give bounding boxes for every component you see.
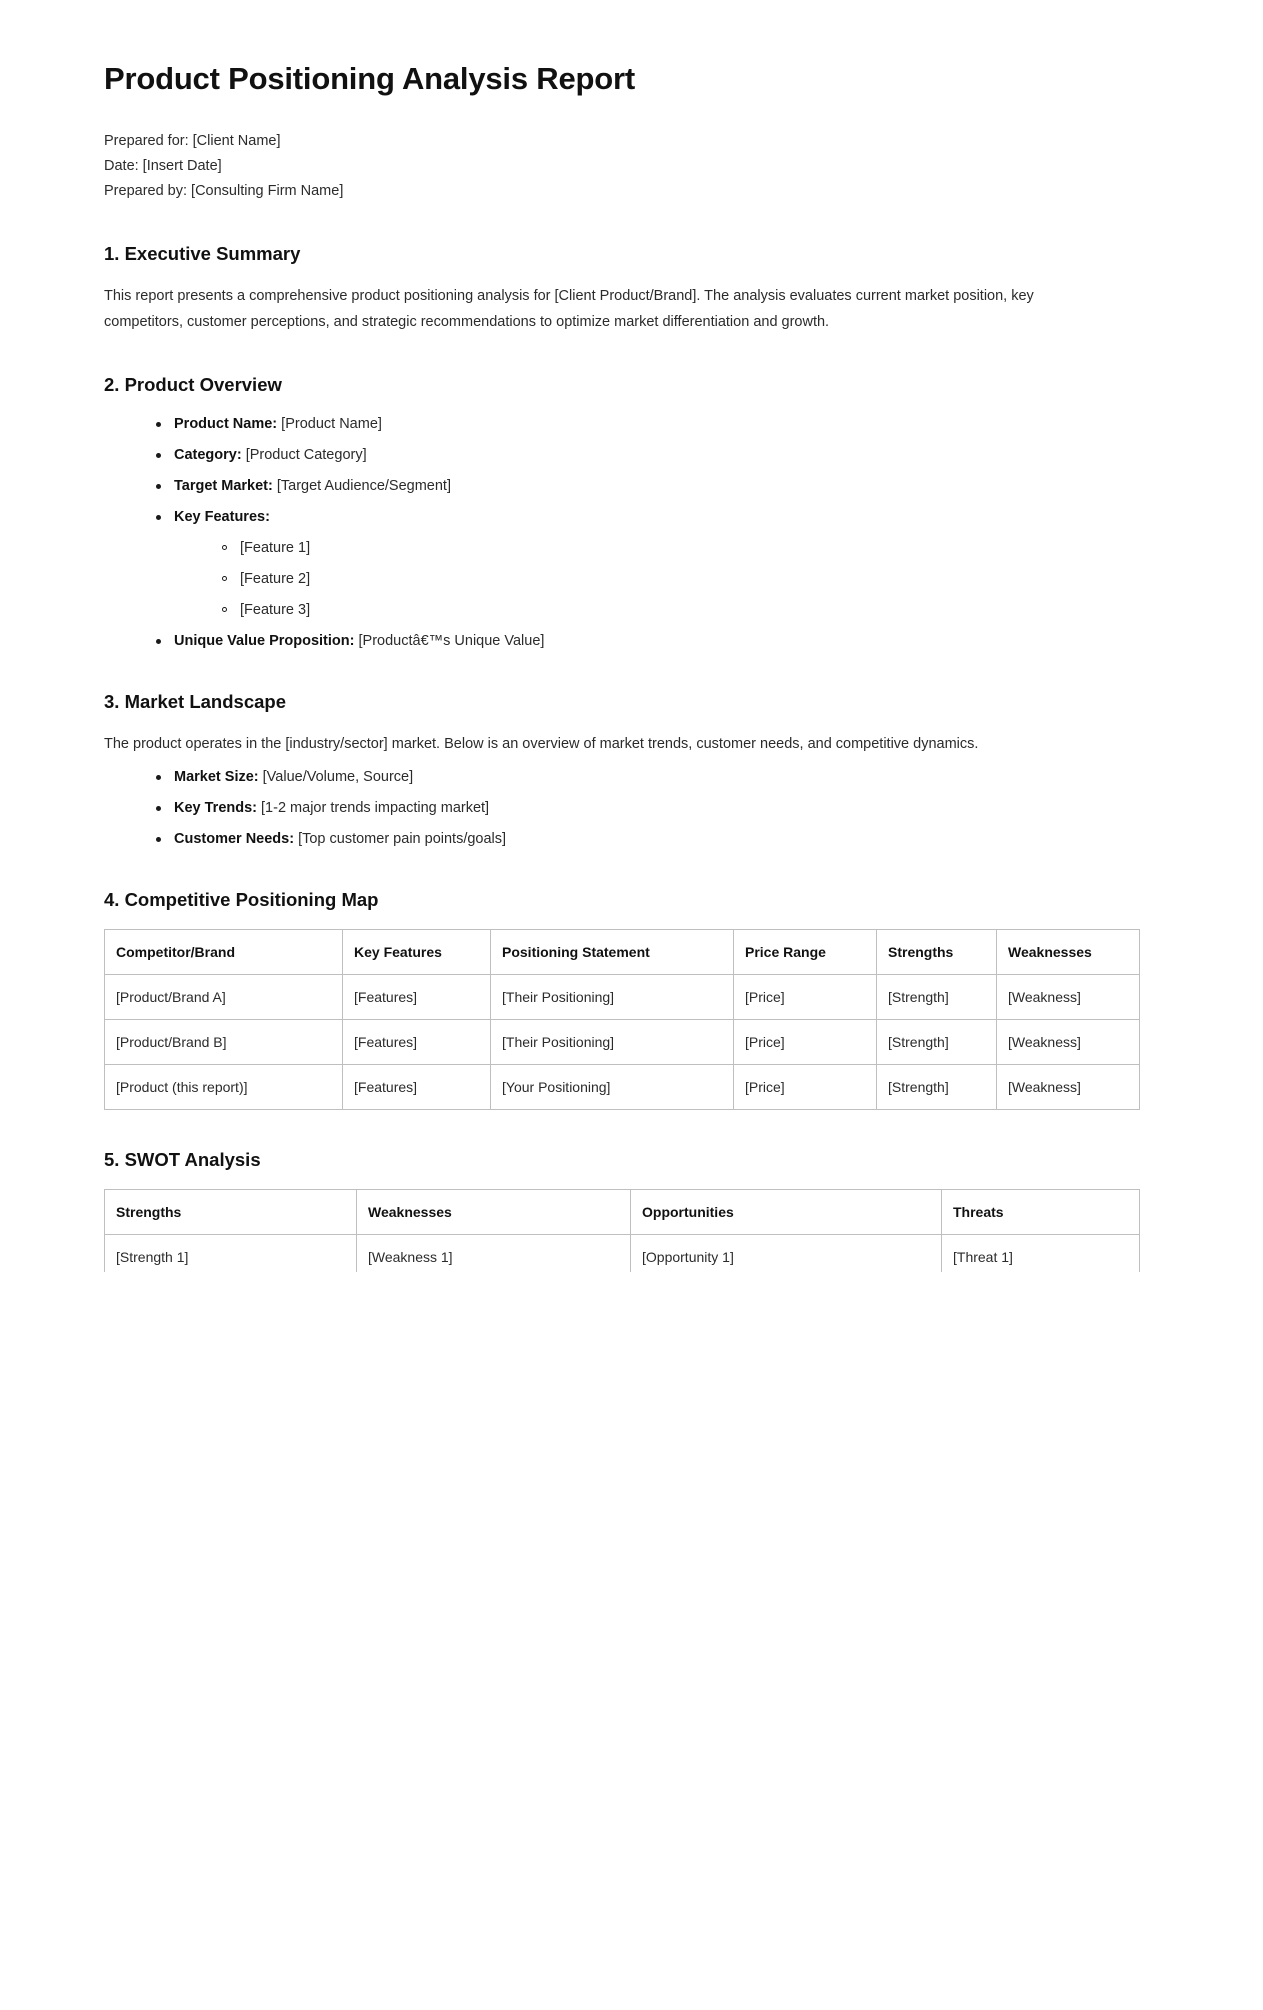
table-cell: [Product (this report)]	[105, 1064, 343, 1109]
page-blank-area	[0, 1272, 1263, 2010]
list-item-label: Unique Value Proposition:	[174, 632, 355, 649]
column-header: Positioning Statement	[491, 929, 734, 974]
list-item	[156, 798, 1159, 819]
list-item	[156, 445, 1159, 466]
list-item-label: Key Trends:	[174, 799, 257, 816]
list-item	[156, 767, 1159, 788]
list-item: [Feature 1]	[222, 538, 1159, 559]
table-cell: [Their Positioning]	[491, 1019, 734, 1064]
meta-prepared-for: Prepared for: [Client Name]	[104, 132, 281, 149]
list-item: [Feature 3]	[222, 600, 1159, 621]
product-overview-list	[104, 414, 1159, 652]
table-cell: [Strength]	[877, 974, 997, 1019]
list-item-label: Key Features:	[174, 508, 270, 525]
list-item-value: [Target Audience/Segment]	[276, 477, 451, 494]
table-cell: [Strength 1]	[105, 1234, 357, 1279]
list-item: [Feature 2]	[222, 569, 1159, 590]
column-header: Threats	[942, 1189, 1140, 1234]
table-row	[105, 1019, 1140, 1064]
list-item-label: Target Market:	[174, 477, 273, 494]
document-meta-block	[104, 129, 1159, 204]
list-item-label: Category:	[174, 446, 242, 463]
market-landscape-paragraph: The product operates in the [industry/sector] market. Below is an overview of market trends, customer needs, and competitive dynamics.	[104, 735, 979, 752]
section-heading-market-landscape: 3. Market Landscape	[104, 690, 286, 712]
table-header-row	[105, 929, 1140, 974]
table-cell: [Weakness 1]	[357, 1234, 631, 1279]
section-heading-swot-analysis: 5. SWOT Analysis	[104, 1148, 261, 1170]
list-item-label: Product Name:	[174, 415, 278, 432]
table-cell: [Product/Brand A]	[105, 974, 343, 1019]
list-item	[156, 829, 1159, 850]
list-item-label: Customer Needs:	[174, 830, 295, 847]
column-header: Weaknesses	[997, 929, 1140, 974]
table-cell: [Your Positioning]	[491, 1064, 734, 1109]
list-item-value: [Productâ€™s Unique Value]	[358, 632, 545, 649]
key-features-list	[174, 538, 1159, 621]
table-cell: [Threat 1]	[942, 1234, 1140, 1279]
section-heading-product-overview: 2. Product Overview	[104, 373, 282, 395]
table-cell: [Strength]	[877, 1064, 997, 1109]
list-item-value: [Product Name]	[281, 415, 382, 432]
competitive-positioning-table	[104, 929, 1140, 1110]
column-header: Key Features	[343, 929, 491, 974]
table-cell: [Strength]	[877, 1019, 997, 1064]
table-cell: [Price]	[734, 974, 877, 1019]
column-header: Competitor/Brand	[105, 929, 343, 974]
list-item-value: [Value/Volume, Source]	[262, 768, 414, 785]
table-cell: [Their Positioning]	[491, 974, 734, 1019]
table-row	[105, 974, 1140, 1019]
table-cell: [Weakness]	[997, 1019, 1140, 1064]
list-item	[156, 476, 1159, 497]
table-row	[105, 1064, 1140, 1109]
section-heading-executive-summary: 1. Executive Summary	[104, 242, 301, 264]
list-item	[156, 414, 1159, 435]
table-cell: [Features]	[343, 974, 491, 1019]
table-cell: [Weakness]	[997, 1064, 1140, 1109]
section-heading-competitive-positioning-map: 4. Competitive Positioning Map	[104, 888, 379, 910]
table-cell: [Price]	[734, 1019, 877, 1064]
table-cell: [Product/Brand B]	[105, 1019, 343, 1064]
page-title: Product Positioning Analysis Report	[104, 61, 635, 96]
meta-date: Date: [Insert Date]	[104, 157, 222, 174]
column-header: Strengths	[105, 1189, 357, 1234]
list-item-value: [1-2 major trends impacting market]	[261, 799, 490, 816]
meta-prepared-by: Prepared by: [Consulting Firm Name]	[104, 182, 344, 199]
list-item-value: [Top customer pain points/goals]	[298, 830, 507, 847]
list-item-label: Market Size:	[174, 768, 259, 785]
table-cell: [Price]	[734, 1064, 877, 1109]
table-cell: [Features]	[343, 1064, 491, 1109]
column-header: Price Range	[734, 929, 877, 974]
list-item-unique-value-proposition	[156, 631, 1159, 652]
executive-summary-paragraph: This report presents a comprehensive product positioning analysis for [Client Product/Brand]. The analysis evaluates current market position, key competitors, customer perceptions, and strategic recommendations to optimize market differentiation and growth.	[104, 287, 1034, 330]
column-header: Weaknesses	[357, 1189, 631, 1234]
market-landscape-list	[104, 767, 1159, 850]
list-item-value: [Product Category]	[245, 446, 367, 463]
column-header: Opportunities	[631, 1189, 942, 1234]
table-header-row	[105, 1189, 1140, 1234]
table-cell: [Opportunity 1]	[631, 1234, 942, 1279]
table-cell: [Weakness]	[997, 974, 1140, 1019]
table-cell: [Features]	[343, 1019, 491, 1064]
column-header: Strengths	[877, 929, 997, 974]
list-item	[156, 507, 1159, 621]
